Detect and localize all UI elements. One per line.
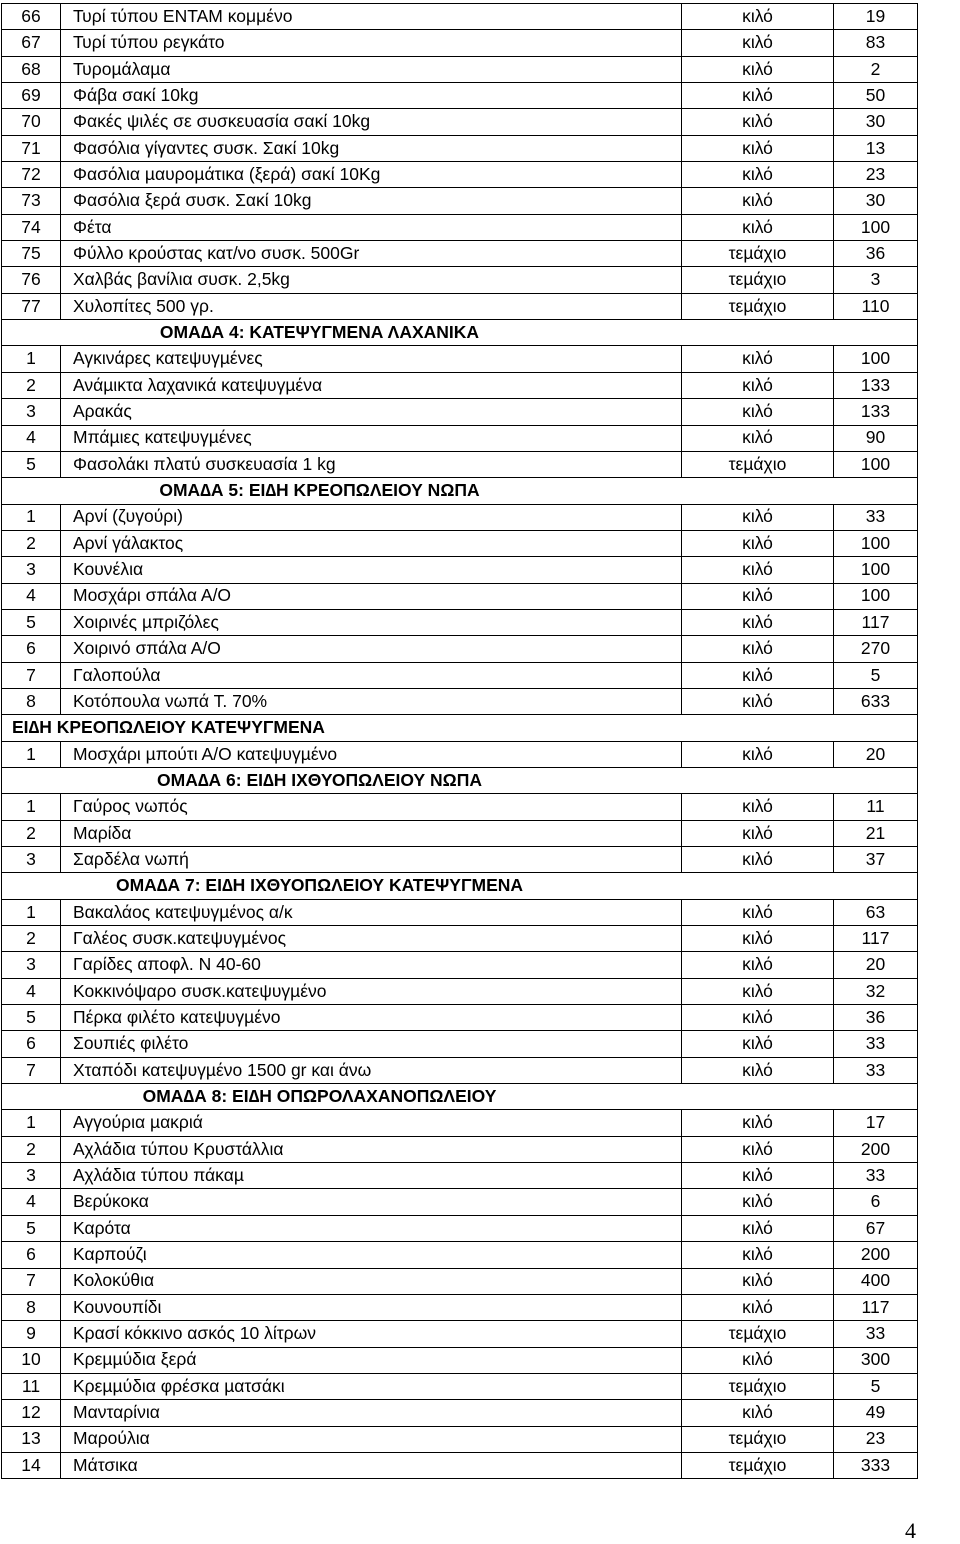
item-unit: κιλό bbox=[682, 557, 834, 583]
item-description: Μανταρίνια bbox=[61, 1400, 682, 1426]
table-row bbox=[2, 293, 918, 319]
item-description: Φασόλια γίγαντες συσκ. Σακί 10kg bbox=[61, 135, 682, 161]
table-row bbox=[2, 741, 918, 767]
item-quantity: 33 bbox=[834, 1057, 918, 1083]
item-number: 7 bbox=[2, 1268, 61, 1294]
item-quantity: 33 bbox=[834, 1163, 918, 1189]
item-quantity: 36 bbox=[834, 1005, 918, 1031]
item-unit: κιλό bbox=[682, 1347, 834, 1373]
item-unit: κιλό bbox=[682, 1215, 834, 1241]
table-row bbox=[2, 820, 918, 846]
item-description: Μπάµιες κατεψυγµένες bbox=[61, 425, 682, 451]
item-quantity: 100 bbox=[834, 530, 918, 556]
table-row bbox=[2, 609, 918, 635]
item-number: 4 bbox=[2, 978, 61, 1004]
item-number: 10 bbox=[2, 1347, 61, 1373]
item-description: Τυρί τύπου ΕΝΤΑΜ κομμένο bbox=[61, 4, 682, 30]
group-title: ΟΜΑ∆Α 6: ΕΙ∆Η ΙΧΘΥΟΠΩΛΕΙΟΥ ΝΩΠΑ bbox=[2, 767, 918, 793]
item-quantity: 117 bbox=[834, 926, 918, 952]
item-description: Γαρίδες αποφλ. Ν 40-60 bbox=[61, 952, 682, 978]
item-quantity: 100 bbox=[834, 583, 918, 609]
group-title: ΟΜΑ∆Α 5: ΕΙ∆Η ΚΡΕΟΠΩΛΕΙΟΥ ΝΩΠΑ bbox=[2, 478, 918, 504]
table-row bbox=[2, 1347, 918, 1373]
item-unit: κιλό bbox=[682, 504, 834, 530]
item-description: Αγκινάρες κατεψυγµένες bbox=[61, 346, 682, 372]
item-quantity: 3 bbox=[834, 267, 918, 293]
table-row bbox=[2, 241, 918, 267]
item-unit: κιλό bbox=[682, 1242, 834, 1268]
item-description: Κοτόπουλα νωπά Τ. 70% bbox=[61, 688, 682, 714]
table-row bbox=[2, 1400, 918, 1426]
item-number: 8 bbox=[2, 688, 61, 714]
table-row bbox=[2, 794, 918, 820]
item-description: Κουνέλια bbox=[61, 557, 682, 583]
item-description: Αρνί γάλακτος bbox=[61, 530, 682, 556]
item-quantity: 133 bbox=[834, 399, 918, 425]
item-quantity: 30 bbox=[834, 188, 918, 214]
item-unit: κιλό bbox=[682, 372, 834, 398]
item-quantity: 5 bbox=[834, 662, 918, 688]
item-quantity: 33 bbox=[834, 1031, 918, 1057]
item-unit: κιλό bbox=[682, 1189, 834, 1215]
item-unit: τεµάχιο bbox=[682, 293, 834, 319]
item-number: 4 bbox=[2, 583, 61, 609]
table-row bbox=[2, 1268, 918, 1294]
item-quantity: 63 bbox=[834, 899, 918, 925]
item-unit: κιλό bbox=[682, 1294, 834, 1320]
item-number: 68 bbox=[2, 56, 61, 82]
item-quantity: 5 bbox=[834, 1373, 918, 1399]
item-unit: κιλό bbox=[682, 1031, 834, 1057]
group-header-row bbox=[2, 320, 918, 346]
item-description: Βερύκοκα bbox=[61, 1189, 682, 1215]
item-quantity: 400 bbox=[834, 1268, 918, 1294]
item-quantity: 90 bbox=[834, 425, 918, 451]
item-number: 11 bbox=[2, 1373, 61, 1399]
item-unit: κιλό bbox=[682, 399, 834, 425]
item-number: 3 bbox=[2, 557, 61, 583]
table-row bbox=[2, 1136, 918, 1162]
item-quantity: 13 bbox=[834, 135, 918, 161]
table-row bbox=[2, 636, 918, 662]
group-title: ΟΜΑ∆Α 4: ΚΑΤΕΨΥΓΜΕΝΑ ΛΑΧΑΝΙΚΑ bbox=[2, 320, 918, 346]
item-unit: κιλό bbox=[682, 1136, 834, 1162]
item-description: Αχλάδια τύπου πάκαµ bbox=[61, 1163, 682, 1189]
item-quantity: 6 bbox=[834, 1189, 918, 1215]
item-number: 14 bbox=[2, 1452, 61, 1478]
item-quantity: 19 bbox=[834, 4, 918, 30]
item-number: 6 bbox=[2, 1242, 61, 1268]
item-description: Μαρούλια bbox=[61, 1426, 682, 1452]
item-unit: τεµάχιο bbox=[682, 1321, 834, 1347]
table-row bbox=[2, 1321, 918, 1347]
group-header-row bbox=[2, 873, 918, 899]
item-unit: κιλό bbox=[682, 978, 834, 1004]
item-number: 4 bbox=[2, 1189, 61, 1215]
item-unit: κιλό bbox=[682, 609, 834, 635]
item-description: Καρπούζι bbox=[61, 1242, 682, 1268]
item-unit: κιλό bbox=[682, 636, 834, 662]
item-description: Φακές ψιλές σε συσκευασία σακί 10kg bbox=[61, 109, 682, 135]
table-row bbox=[2, 1215, 918, 1241]
item-description: Αρακάς bbox=[61, 399, 682, 425]
item-quantity: 100 bbox=[834, 346, 918, 372]
item-quantity: 49 bbox=[834, 1400, 918, 1426]
item-number: 72 bbox=[2, 162, 61, 188]
item-number: 1 bbox=[2, 899, 61, 925]
item-description: Κολοκύθια bbox=[61, 1268, 682, 1294]
item-description: Μάτσικα bbox=[61, 1452, 682, 1478]
item-number: 5 bbox=[2, 609, 61, 635]
item-unit: κιλό bbox=[682, 1268, 834, 1294]
item-number: 3 bbox=[2, 952, 61, 978]
item-number: 2 bbox=[2, 1136, 61, 1162]
item-unit: κιλό bbox=[682, 952, 834, 978]
table-row bbox=[2, 188, 918, 214]
item-description: Φύλλο κρούστας κατ/νο συσκ. 500Gr bbox=[61, 241, 682, 267]
item-number: 13 bbox=[2, 1426, 61, 1452]
item-quantity: 300 bbox=[834, 1347, 918, 1373]
table-row bbox=[2, 530, 918, 556]
item-quantity: 37 bbox=[834, 847, 918, 873]
item-description: Πέρκα φιλέτο κατεψυγµένο bbox=[61, 1005, 682, 1031]
item-number: 7 bbox=[2, 1057, 61, 1083]
item-number: 1 bbox=[2, 504, 61, 530]
group-title: ΟΜΑ∆Α 7: ΕΙ∆Η ΙΧΘΥΟΠΩΛΕΙΟΥ ΚΑΤΕΨΥΓΜΕΝΑ bbox=[2, 873, 918, 899]
item-number: 70 bbox=[2, 109, 61, 135]
item-unit: κιλό bbox=[682, 688, 834, 714]
item-description: Χυλοπίτες 500 γρ. bbox=[61, 293, 682, 319]
item-quantity: 20 bbox=[834, 741, 918, 767]
item-description: Χοιρινό σπάλα Α/Ο bbox=[61, 636, 682, 662]
table-row bbox=[2, 662, 918, 688]
item-quantity: 200 bbox=[834, 1136, 918, 1162]
item-description: Χοιρινές µπριζόλες bbox=[61, 609, 682, 635]
table-row bbox=[2, 583, 918, 609]
table-row bbox=[2, 372, 918, 398]
item-quantity: 11 bbox=[834, 794, 918, 820]
item-quantity: 117 bbox=[834, 1294, 918, 1320]
table-row bbox=[2, 425, 918, 451]
table-row bbox=[2, 1163, 918, 1189]
item-description: Κουνουπίδι bbox=[61, 1294, 682, 1320]
table-row bbox=[2, 267, 918, 293]
item-number: 66 bbox=[2, 4, 61, 30]
table-row bbox=[2, 109, 918, 135]
table-row bbox=[2, 83, 918, 109]
item-quantity: 2 bbox=[834, 56, 918, 82]
item-quantity: 17 bbox=[834, 1110, 918, 1136]
item-quantity: 33 bbox=[834, 1321, 918, 1347]
item-number: 75 bbox=[2, 241, 61, 267]
item-number: 3 bbox=[2, 1163, 61, 1189]
item-number: 71 bbox=[2, 135, 61, 161]
item-unit: τεµάχιο bbox=[682, 267, 834, 293]
item-quantity: 200 bbox=[834, 1242, 918, 1268]
table-row bbox=[2, 399, 918, 425]
item-description: Γαλέος συσκ.κατεψυγµένος bbox=[61, 926, 682, 952]
item-number: 76 bbox=[2, 267, 61, 293]
item-quantity: 21 bbox=[834, 820, 918, 846]
item-number: 6 bbox=[2, 1031, 61, 1057]
table-row bbox=[2, 451, 918, 477]
item-unit: κιλό bbox=[682, 214, 834, 240]
item-number: 1 bbox=[2, 346, 61, 372]
table-row bbox=[2, 135, 918, 161]
item-description: Κρασί κόκκινο ασκός 10 λίτρων bbox=[61, 1321, 682, 1347]
item-unit: κιλό bbox=[682, 926, 834, 952]
item-quantity: 67 bbox=[834, 1215, 918, 1241]
item-quantity: 100 bbox=[834, 557, 918, 583]
item-number: 2 bbox=[2, 530, 61, 556]
item-unit: κιλό bbox=[682, 188, 834, 214]
item-description: Σαρδέλα νωπή bbox=[61, 847, 682, 873]
item-description: Φασόλια µαυροµάτικα (ξερά) σακί 10Kg bbox=[61, 162, 682, 188]
item-description: Τυροµάλαµα bbox=[61, 56, 682, 82]
item-unit: κιλό bbox=[682, 847, 834, 873]
item-unit: κιλό bbox=[682, 899, 834, 925]
item-unit: κιλό bbox=[682, 425, 834, 451]
item-unit: κιλό bbox=[682, 530, 834, 556]
item-description: Μοσχάρι σπάλα Α/Ο bbox=[61, 583, 682, 609]
group-header-row bbox=[2, 767, 918, 793]
item-number: 3 bbox=[2, 399, 61, 425]
items-table bbox=[1, 3, 918, 1479]
item-description: Αχλάδια τύπου Κρυστάλλια bbox=[61, 1136, 682, 1162]
item-quantity: 36 bbox=[834, 241, 918, 267]
group-header-row bbox=[2, 478, 918, 504]
item-description: Φάβα σακί 10kg bbox=[61, 83, 682, 109]
table-row bbox=[2, 1031, 918, 1057]
item-quantity: 83 bbox=[834, 30, 918, 56]
item-unit: κιλό bbox=[682, 83, 834, 109]
group-title: ΕΙ∆Η ΚΡΕΟΠΩΛΕΙΟΥ ΚΑΤΕΨΥΓΜΕΝΑ bbox=[2, 715, 918, 741]
item-number: 7 bbox=[2, 662, 61, 688]
item-number: 1 bbox=[2, 794, 61, 820]
item-number: 67 bbox=[2, 30, 61, 56]
page-number: 4 bbox=[905, 1518, 916, 1543]
item-description: Μοσχάρι µπούτι Α/Ο κατεψυγµένο bbox=[61, 741, 682, 767]
table-row bbox=[2, 346, 918, 372]
item-quantity: 30 bbox=[834, 109, 918, 135]
item-unit: κιλό bbox=[682, 794, 834, 820]
item-description: Ανάµικτα λαχανικά κατεψυγµένα bbox=[61, 372, 682, 398]
item-quantity: 23 bbox=[834, 162, 918, 188]
items-table-body bbox=[2, 4, 918, 1479]
group-header-row bbox=[2, 715, 918, 741]
table-row bbox=[2, 56, 918, 82]
item-description: Κοκκινόψαρο συσκ.κατεψυγµένο bbox=[61, 978, 682, 1004]
item-description: Βακαλάος κατεψυγµένος α/κ bbox=[61, 899, 682, 925]
item-unit: κιλό bbox=[682, 1163, 834, 1189]
item-description: Φέτα bbox=[61, 214, 682, 240]
item-description: Κρεµµύδια φρέσκα µατσάκι bbox=[61, 1373, 682, 1399]
item-description: Φασολάκι πλατύ συσκευασία 1 kg bbox=[61, 451, 682, 477]
table-row bbox=[2, 1373, 918, 1399]
table-row bbox=[2, 1189, 918, 1215]
item-number: 5 bbox=[2, 451, 61, 477]
table-row bbox=[2, 899, 918, 925]
item-number: 73 bbox=[2, 188, 61, 214]
item-unit: κιλό bbox=[682, 741, 834, 767]
item-quantity: 270 bbox=[834, 636, 918, 662]
item-description: Χταπόδι κατεψυγµένο 1500 gr και άνω bbox=[61, 1057, 682, 1083]
item-unit: τεµάχιο bbox=[682, 1452, 834, 1478]
item-unit: κιλό bbox=[682, 820, 834, 846]
table-row bbox=[2, 1452, 918, 1478]
item-unit: κιλό bbox=[682, 1110, 834, 1136]
item-quantity: 633 bbox=[834, 688, 918, 714]
item-description: Γαλοπούλα bbox=[61, 662, 682, 688]
item-number: 74 bbox=[2, 214, 61, 240]
item-number: 8 bbox=[2, 1294, 61, 1320]
table-row bbox=[2, 4, 918, 30]
item-number: 9 bbox=[2, 1321, 61, 1347]
table-row bbox=[2, 1294, 918, 1320]
item-unit: κιλό bbox=[682, 1057, 834, 1083]
table-row bbox=[2, 557, 918, 583]
item-quantity: 100 bbox=[834, 214, 918, 240]
item-quantity: 32 bbox=[834, 978, 918, 1004]
item-quantity: 23 bbox=[834, 1426, 918, 1452]
item-number: 2 bbox=[2, 926, 61, 952]
item-number: 2 bbox=[2, 372, 61, 398]
item-unit: κιλό bbox=[682, 583, 834, 609]
item-unit: τεµάχιο bbox=[682, 241, 834, 267]
item-number: 12 bbox=[2, 1400, 61, 1426]
table-row bbox=[2, 1110, 918, 1136]
item-description: Σουπιές φιλέτο bbox=[61, 1031, 682, 1057]
item-unit: κιλό bbox=[682, 1005, 834, 1031]
table-row bbox=[2, 30, 918, 56]
group-title: ΟΜΑ∆Α 8: ΕΙ∆Η ΟΠΩΡΟΛΑΧΑΝΟΠΩΛΕΙΟΥ bbox=[2, 1084, 918, 1110]
item-unit: κιλό bbox=[682, 56, 834, 82]
item-quantity: 117 bbox=[834, 609, 918, 635]
item-quantity: 100 bbox=[834, 451, 918, 477]
table-row bbox=[2, 952, 918, 978]
item-number: 69 bbox=[2, 83, 61, 109]
table-row bbox=[2, 978, 918, 1004]
item-description: Αρνί (ζυγούρι) bbox=[61, 504, 682, 530]
item-unit: κιλό bbox=[682, 162, 834, 188]
item-description: Αγγούρια µακριά bbox=[61, 1110, 682, 1136]
table-row bbox=[2, 1242, 918, 1268]
table-row bbox=[2, 847, 918, 873]
table-row bbox=[2, 214, 918, 240]
item-description: Μαρίδα bbox=[61, 820, 682, 846]
item-description: Χαλβάς βανίλια συσκ. 2,5kg bbox=[61, 267, 682, 293]
table-row bbox=[2, 688, 918, 714]
item-quantity: 133 bbox=[834, 372, 918, 398]
item-number: 3 bbox=[2, 847, 61, 873]
item-quantity: 110 bbox=[834, 293, 918, 319]
table-row bbox=[2, 162, 918, 188]
item-description: Φασόλια ξερά συσκ. Σακί 10kg bbox=[61, 188, 682, 214]
table-row bbox=[2, 1005, 918, 1031]
item-number: 5 bbox=[2, 1215, 61, 1241]
table-row bbox=[2, 926, 918, 952]
item-unit: τεµάχιο bbox=[682, 1426, 834, 1452]
item-unit: κιλό bbox=[682, 662, 834, 688]
item-number: 6 bbox=[2, 636, 61, 662]
group-header-row bbox=[2, 1084, 918, 1110]
item-number: 1 bbox=[2, 1110, 61, 1136]
item-unit: κιλό bbox=[682, 346, 834, 372]
item-quantity: 333 bbox=[834, 1452, 918, 1478]
item-unit: τεµάχιο bbox=[682, 451, 834, 477]
table-row bbox=[2, 1426, 918, 1452]
item-description: Τυρί τύπου ρεγκάτο bbox=[61, 30, 682, 56]
item-number: 5 bbox=[2, 1005, 61, 1031]
item-unit: κιλό bbox=[682, 135, 834, 161]
item-description: Κρεµµύδια ξερά bbox=[61, 1347, 682, 1373]
item-number: 77 bbox=[2, 293, 61, 319]
item-number: 2 bbox=[2, 820, 61, 846]
table-row bbox=[2, 1057, 918, 1083]
item-description: Καρότα bbox=[61, 1215, 682, 1241]
item-unit: κιλό bbox=[682, 1400, 834, 1426]
item-description: Γαύρος νωπός bbox=[61, 794, 682, 820]
item-unit: κιλό bbox=[682, 4, 834, 30]
item-quantity: 50 bbox=[834, 83, 918, 109]
item-number: 1 bbox=[2, 741, 61, 767]
item-quantity: 33 bbox=[834, 504, 918, 530]
item-unit: τεµάχιο bbox=[682, 1373, 834, 1399]
item-quantity: 20 bbox=[834, 952, 918, 978]
item-number: 4 bbox=[2, 425, 61, 451]
item-unit: κιλό bbox=[682, 30, 834, 56]
item-unit: κιλό bbox=[682, 109, 834, 135]
table-row bbox=[2, 504, 918, 530]
